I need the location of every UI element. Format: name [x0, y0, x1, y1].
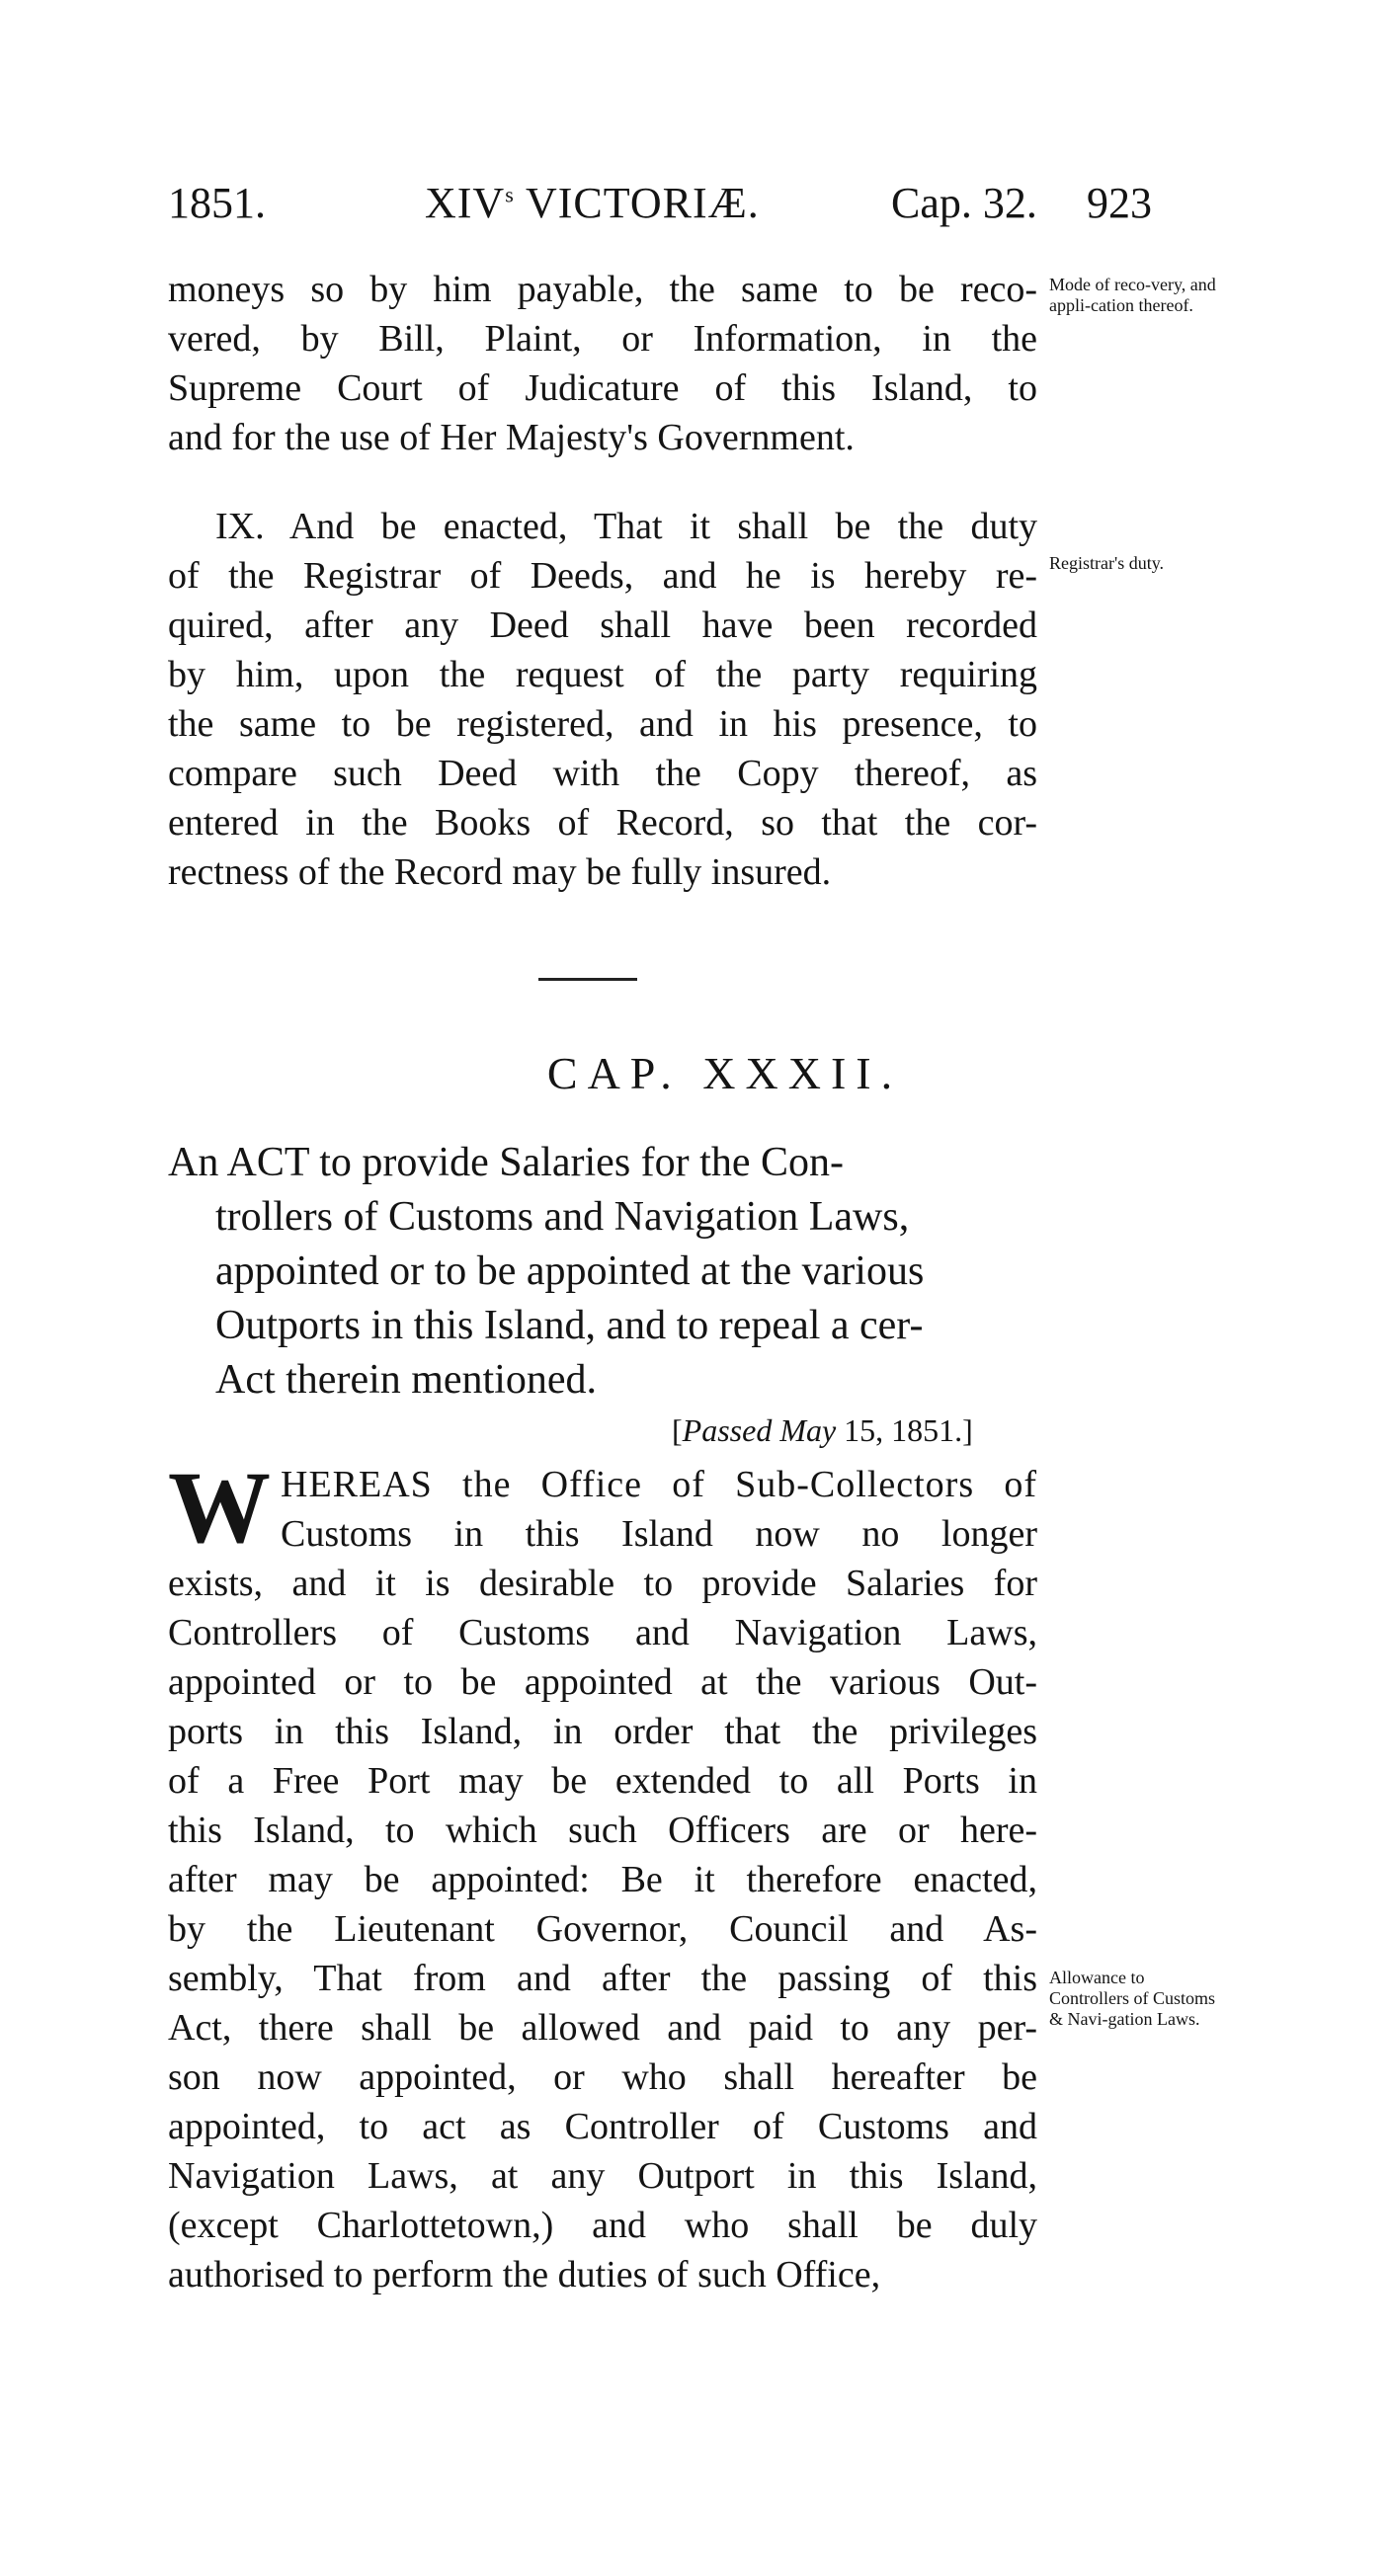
text-line: appointed or to be appointed at the various Out- — [168, 1661, 1037, 1703]
act-title-line: trollers of Customs and Navigation Laws, — [215, 1194, 910, 1240]
text-line: quired, after any Deed shall have been recorded — [168, 604, 1037, 646]
text-line: exists, and it is desirable to provide Salaries for — [168, 1563, 1037, 1604]
text-line: sembly, That from and after the passing of this — [168, 1958, 1037, 1999]
passed-date — [672, 1412, 973, 1449]
text-line: Navigation Laws, at any Outport in this Island, — [168, 2155, 1037, 2197]
section-divider — [538, 978, 637, 981]
text-line: of a Free Port may be extended to all Ports in — [168, 1760, 1037, 1802]
act-title-line: Outports in this Island, and to repeal a cer- — [215, 1303, 924, 1348]
text-line: Controllers of Customs and Navigation Laws, — [168, 1612, 1037, 1653]
text-line: after may be appointed: Be it therefore enacted, — [168, 1859, 1037, 1900]
margin-note-mode-of-recovery: Mode of reco-very, and appli-cation thereof. — [1049, 275, 1216, 315]
text-line: son now appointed, or who shall hereafter be — [168, 2056, 1037, 2098]
text-line: by the Lieutenant Governor, Council and As- — [168, 1908, 1037, 1950]
text-line: vered, by Bill, Plaint, or Information, in the — [168, 318, 1037, 360]
text-line: entered in the Books of Record, so that the cor- — [168, 802, 1037, 844]
margin-note-allowance: Allowance to Controllers of Customs & Navi-gation Laws. — [1049, 1968, 1216, 2029]
section-ix — [168, 502, 1037, 897]
text-line: HEREAS the Office of Sub-Collectors of — [281, 1464, 1037, 1505]
passed-label: Passed May — [682, 1412, 837, 1448]
header-year: 1851. — [168, 179, 266, 227]
text-line: rectness of the Record may be fully insured. — [168, 851, 832, 893]
enactment-paragraph — [168, 1451, 1037, 2299]
header-chapter: Cap. 32. — [891, 179, 1037, 227]
text-line: Act, there shall be allowed and paid to any per- — [168, 2007, 1037, 2049]
page-number: 923 — [1087, 179, 1152, 227]
text-line: compare such Deed with the Copy thereof, as — [168, 753, 1037, 794]
text-line: Customs in this Island now no longer — [281, 1513, 1037, 1555]
act-title — [168, 1136, 1037, 1408]
header-title — [425, 178, 760, 228]
chapter-heading: CAP. XXXII. — [546, 1048, 903, 1098]
text-line: moneys so by him payable, the same to be reco- — [168, 269, 1037, 310]
passed-date-value: 15, 1851. — [836, 1412, 963, 1448]
act-title-line: An ACT to provide Salaries for the Con- — [168, 1140, 844, 1185]
text-line: the same to be registered, and in his presence, to — [168, 703, 1037, 745]
header-title-numeral: XIV — [425, 179, 506, 227]
text-line: (except Charlottetown,) and who shall be duly — [168, 2205, 1037, 2246]
text-line: this Island, to which such Officers are or here- — [168, 1810, 1037, 1851]
text-line: Supreme Court of Judicature of this Island, to — [168, 367, 1037, 409]
running-header — [168, 178, 1215, 237]
text-line: of the Registrar of Deeds, and he is hereby re- — [168, 555, 1037, 597]
header-title-word: VICTORIÆ. — [514, 179, 760, 227]
section-continuation — [168, 265, 1037, 462]
header-title-superscript: s — [505, 182, 515, 207]
margin-note-registrar-duty: Registrar's duty. — [1049, 553, 1165, 573]
passed-open-bracket: [ — [672, 1412, 683, 1448]
text-line: IX. And be enacted, That it shall be the duty — [215, 506, 1037, 547]
act-title-line: appointed or to be appointed at the various — [215, 1248, 925, 1294]
passed-close-bracket: ] — [962, 1412, 973, 1448]
act-title-line: Act therein mentioned. — [215, 1357, 598, 1403]
drop-cap: W — [168, 1451, 271, 1565]
text-line: by him, upon the request of the party requiring — [168, 654, 1037, 695]
text-line: appointed, to act as Controller of Customs and — [168, 2106, 1037, 2147]
text-line: and for the use of Her Majesty's Government. — [168, 417, 855, 458]
text-line: authorised to perform the duties of such Office, — [168, 2254, 881, 2295]
text-line: ports in this Island, in order that the privileges — [168, 1711, 1037, 1752]
